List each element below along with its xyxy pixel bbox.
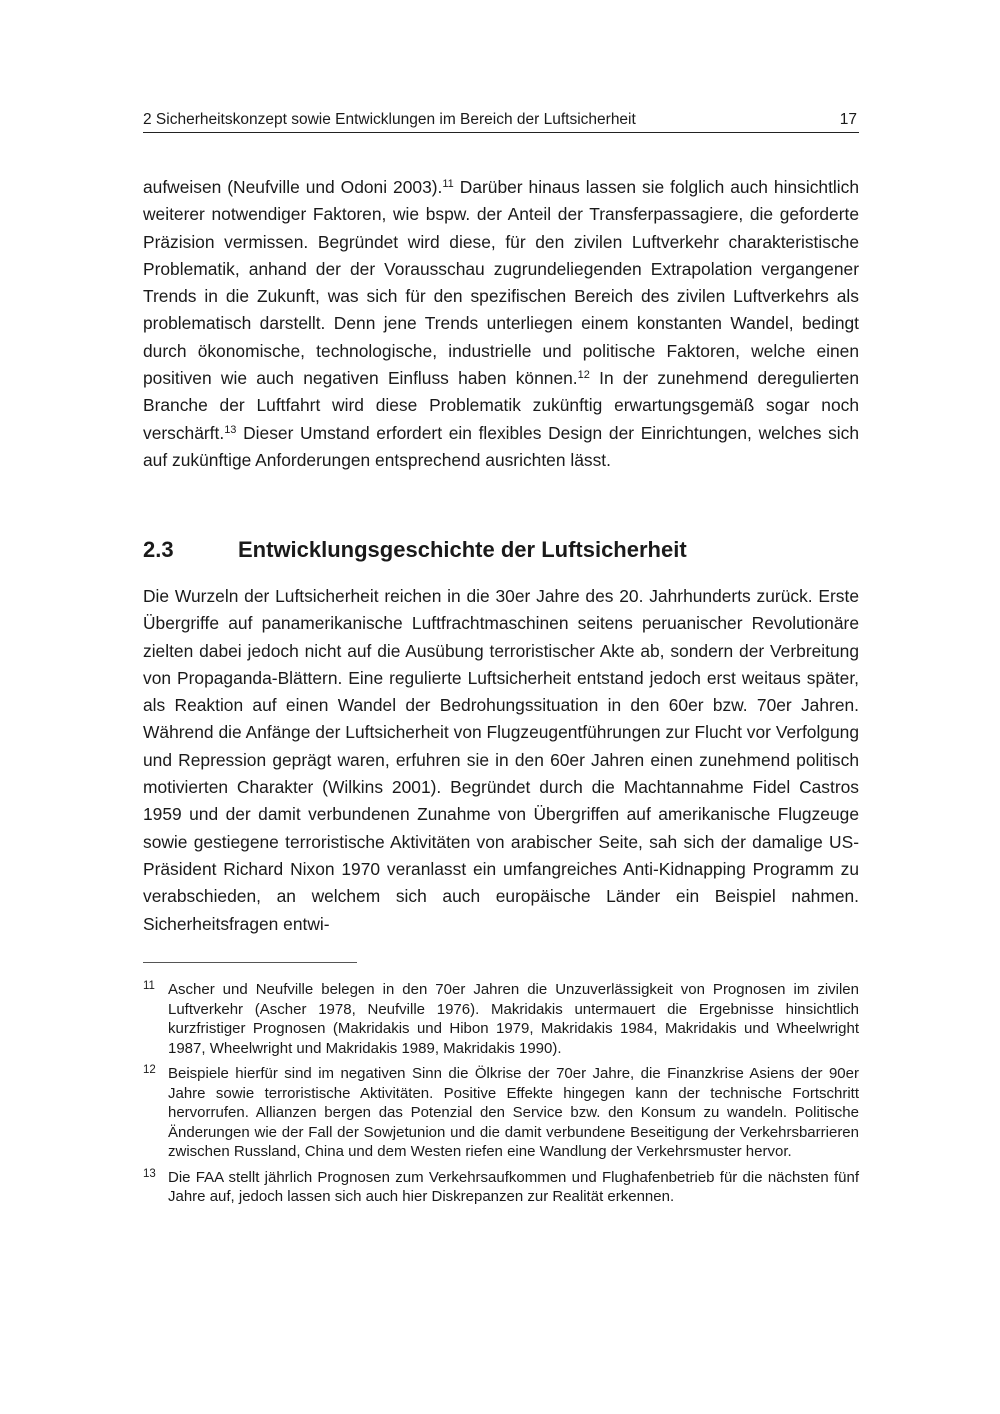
footnote-text: Die FAA stellt jährlich Prognosen zum Verkehrsaufkommen und Flughafenbetrieb für die nächsten fünf Jahre auf, jedoch lassen sich auch hier Diskrepanzen zur Realität erkennen. — [168, 1168, 859, 1205]
running-title: 2 Sicherheitskonzept sowie Entwicklungen im Bereich der Luftsicherheit — [143, 111, 636, 128]
page-number: 17 — [839, 111, 857, 128]
footnote-text: Beispiele hierfür sind im negativen Sinn die Ölkrise der 70er Jahre, die Finanzkrise Asiens der 90er Jahre sowie terroristische Aktivitäten. Positive Effekte hingegen kann der technische Fortschritt hervorrufen. Allianzen bergen das Potenzial den Service bzw. den Konsum zu wandeln. Politische Änderungen wie der Fall der Sowjetunion und die damit verbundene Beseitigung der Verkehrsbarrieren zwischen Russland, China und dem Westen riefen eine Wandlung der Verkehrsmuster hervor. — [168, 1065, 859, 1160]
footnotes — [143, 980, 859, 1213]
paragraph-text: Darüber hinaus lassen sie folglich auch hinsichtlich weiterer notwendiger Faktoren, wie bspw. der Anteil der Transferpassagiere, die geforderte Präzision vermissen. Begründet wird diese, für den zivilen Luftverkehr charakteristische Problematik, anhand der der Vorausschau zugrundeliegenden Extrapolation vergangener Trends in die Zukunft, was sich für den spezifischen Bereich des zivilen Luftverkehrs als problematisch darstellt. Denn jene Trends unterliegen einem konstanten Wandel, bedingt durch ökonomische, technologische, industrielle und politische Faktoren, welche einen positiven wie auch negativen Einfluss haben können. — [143, 177, 859, 389]
page-header — [143, 108, 859, 133]
footnote-number: 13 — [143, 1167, 156, 1180]
section-title: Entwicklungsgeschichte der Luftsicherheit — [238, 537, 687, 562]
paragraph-text: In der zunehmend deregulierten Branche der Luftfahrt wird diese Problematik zukünftig erwartungsgemäß sogar noch verschärft. — [143, 368, 859, 443]
footnote-reference[interactable]: 12 — [577, 369, 590, 382]
footnote — [143, 980, 859, 1058]
paragraph-text: Dieser Umstand erfordert ein flexibles Design der Einrichtungen, welches sich auf zukünftige Anforderungen entsprechend ausrichten lässt. — [143, 422, 859, 470]
body-paragraph — [143, 174, 859, 474]
footnote — [143, 1168, 859, 1207]
body-paragraph: Die Wurzeln der Luftsicherheit reichen in die 30er Jahre des 20. Jahrhunderts zurück. Erste Übergriffe auf panamerikanische Luftfrachtmaschinen seitens peruanischer Revolutionäre zielten dabei jedoch nicht auf die Ausübung terroristischer Akte ab, sondern der Verbreitung von Propaganda-Blättern. Eine regulierte Luftsicherheit entstand jedoch erst weitaus später, als Reaktion auf einen Wandel der Bedrohungssituation in den 60er bzw. 70er Jahren. Während die Anfänge der Luftsicherheit von Flugzeugentführungen zur Flucht vor Verfolgung und Repression geprägt waren, erfuhren sie in den 60er Jahren einen zunehmend politisch motivierten Charakter (Wilkins 2001). Begründet durch die Machtannahme Fidel Castros 1959 und der damit verbundenen Zunahme von Übergriffen auf amerikanische Flugzeuge sowie gestiegene terroristische Aktivitäten von arabischer Seite, sah sich der damalige US-Präsident Richard Nixon 1970 veranlasst ein umfangreiches Anti-Kidnapping Programm zu verabschieden, an welchem sich auch europäische Länder ein Beispiel nahmen. Sicherheitsfragen entwi- — [143, 586, 859, 934]
footnote-number: 11 — [143, 980, 155, 992]
footnote-reference[interactable]: 13 — [224, 423, 237, 436]
footnote-divider — [143, 962, 357, 963]
footnote — [143, 1064, 859, 1162]
footnote-number: 12 — [143, 1064, 156, 1076]
section-heading — [143, 534, 859, 566]
footnote-reference[interactable]: 11 — [442, 178, 454, 190]
paragraph-text: aufweisen (Neufville und Odoni 2003). — [143, 177, 443, 197]
section-number: 2.3 — [143, 537, 174, 562]
footnote-text: Ascher und Neufville belegen in den 70er Jahren die Unzuverlässigkeit von Prognosen im zivilen Luftverkehr (Ascher 1978, Neufville 1976). Makridakis untermauert die Ergebnisse hinsichtlich kurzfristiger Prognosen (Makridakis und Hibon 1979, Makridakis 1984, Makridakis und Wheelwright 1987, Wheelwright und Makridakis 1989, Makridakis 1990). — [168, 981, 859, 1057]
